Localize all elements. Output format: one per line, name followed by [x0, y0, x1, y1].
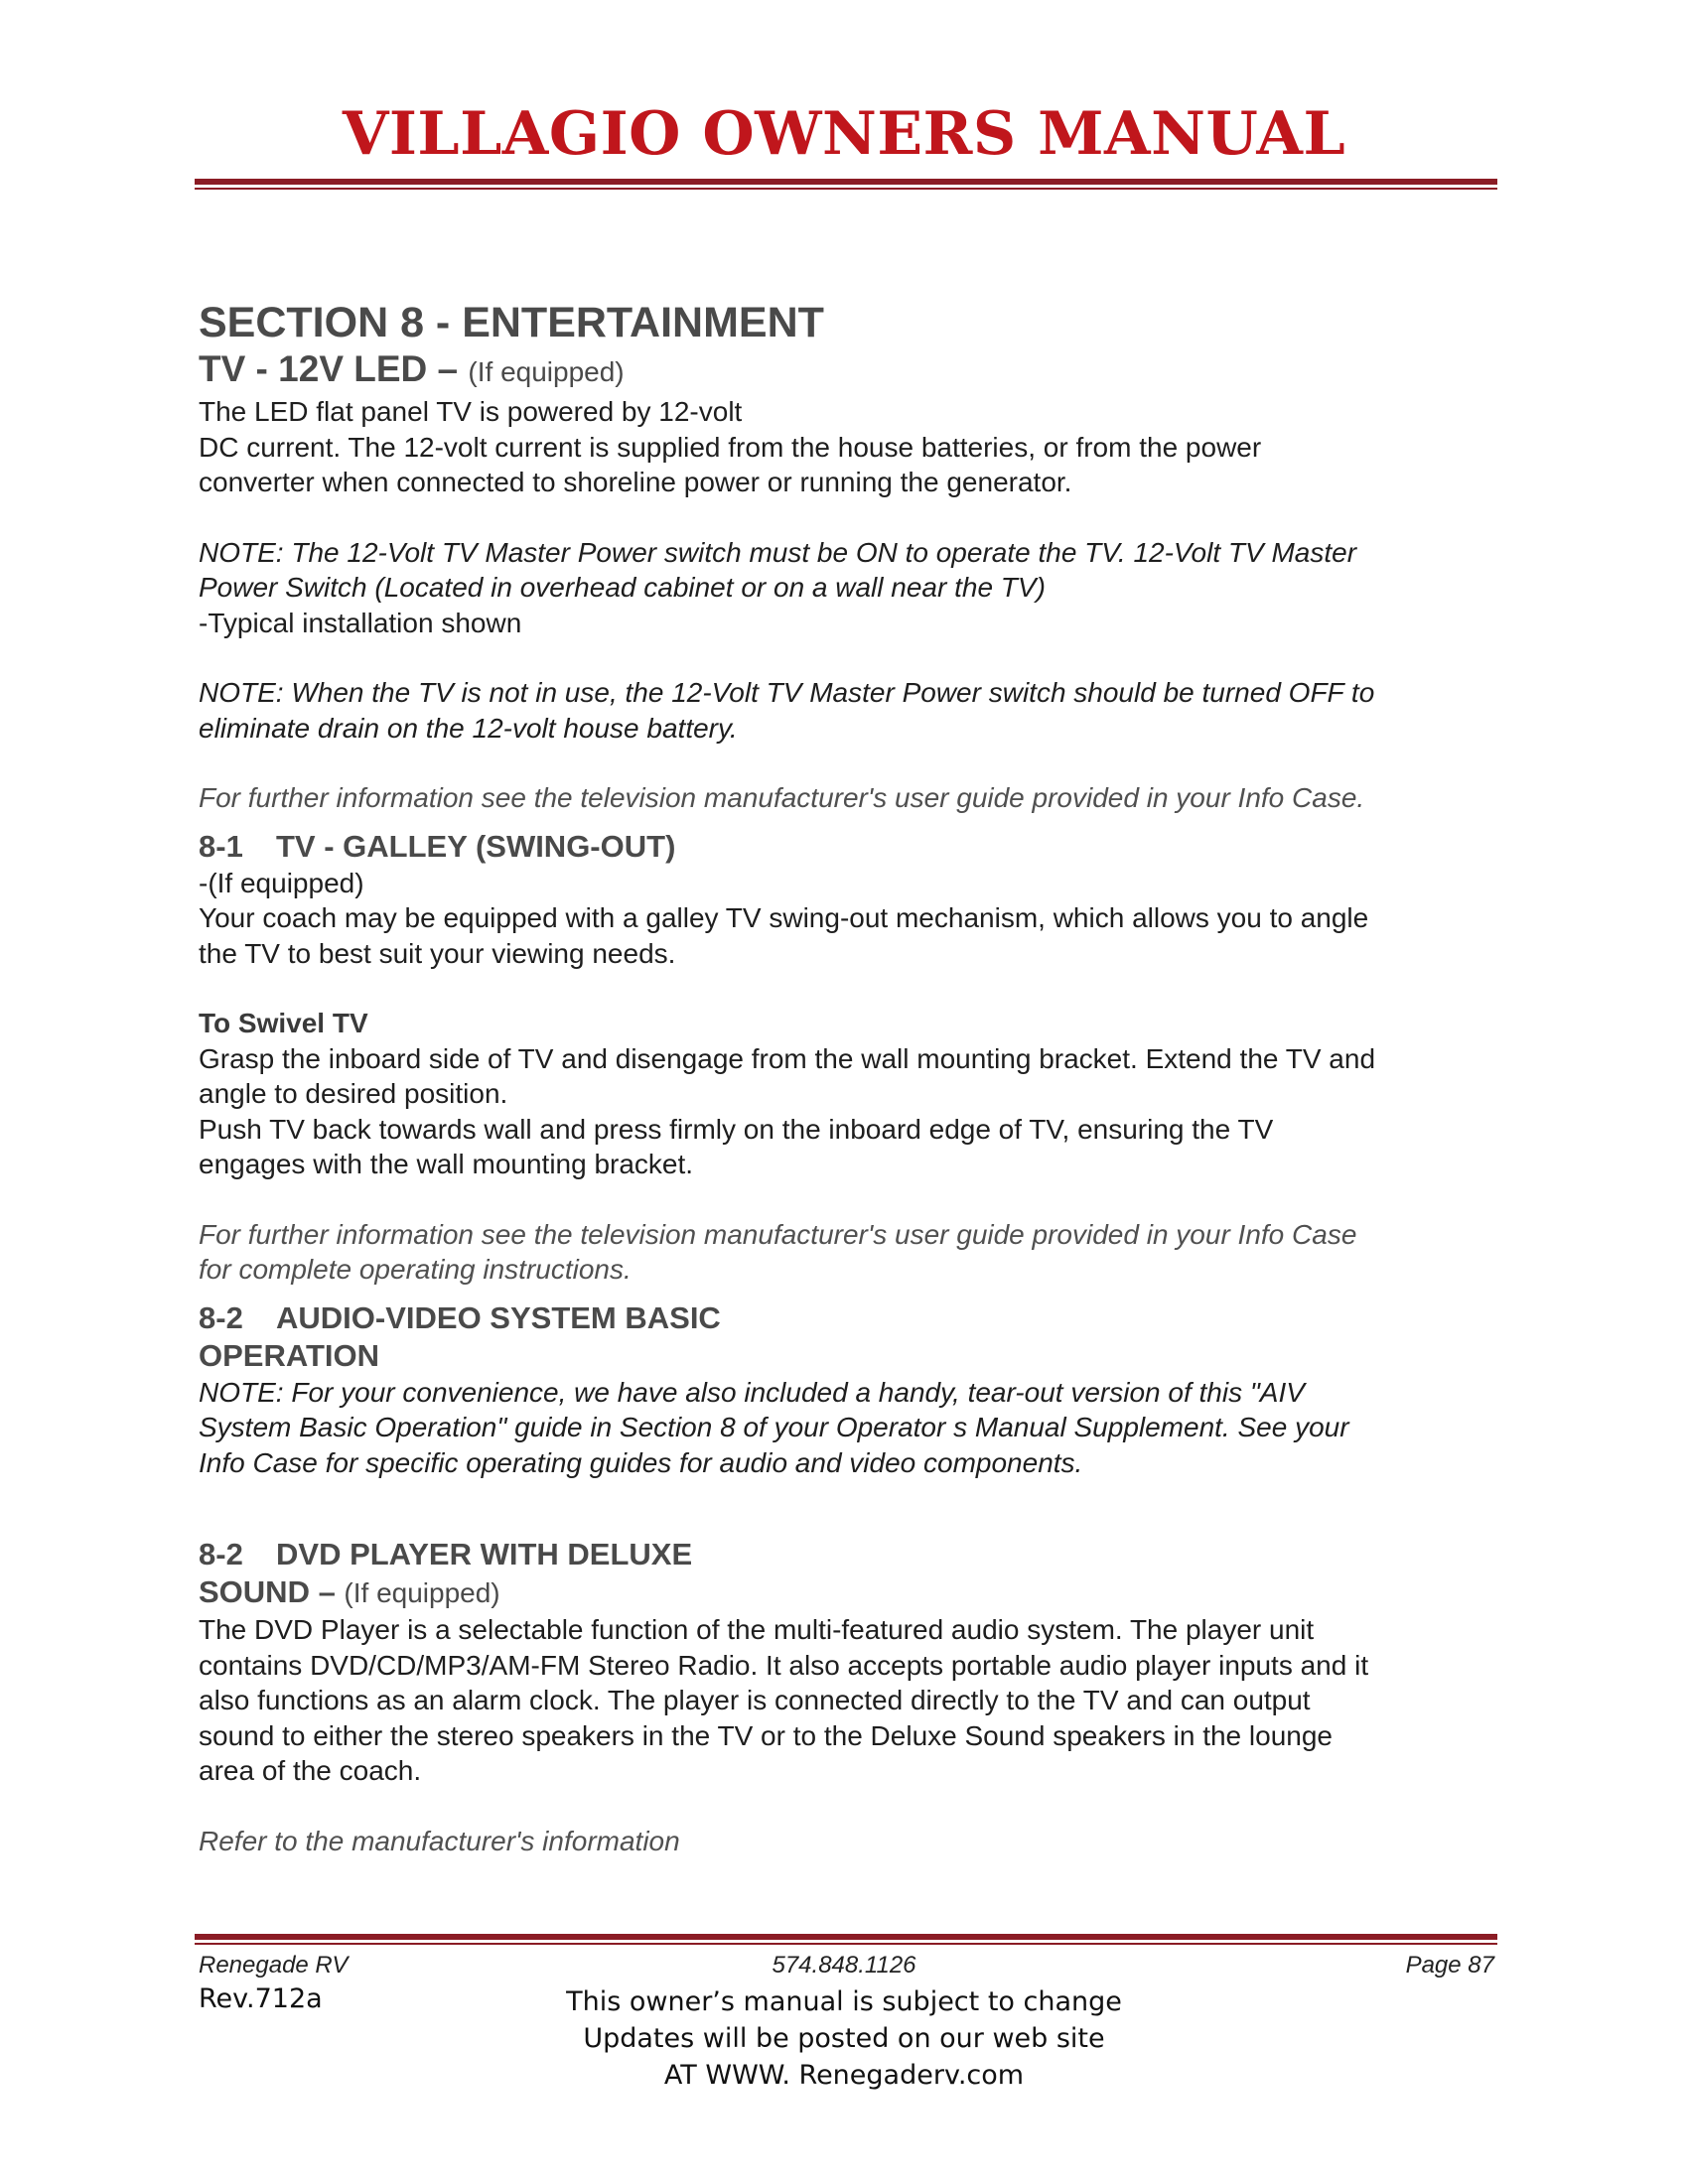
refer-note: Refer to the manufacturer's information	[199, 1825, 680, 1856]
body-line: also functions as an alarm clock. The player is connected directly to the TV and can output	[199, 1685, 1311, 1715]
note-master-switch: Power Switch (Located in overhead cabinet or on a wall near the TV)	[199, 572, 1046, 603]
av-note: System Basic Operation" guide in Section 8 of your Operator s Manual Supplement. See your	[199, 1412, 1349, 1442]
footer-revision: Rev.712a	[199, 1983, 323, 2014]
heading-text: TV - GALLEY (SWING-OUT)	[276, 828, 676, 864]
heading-number: 8-2	[199, 1537, 243, 1571]
note-master-switch: NOTE: The 12-Volt TV Master Power switch must be ON to operate the TV. 12-Volt TV Master	[199, 536, 1357, 568]
footer-page-number: Page 87	[1405, 1952, 1494, 1979]
further-info: for complete operating instructions.	[199, 1254, 632, 1285]
swivel-heading: To Swivel TV	[199, 1008, 368, 1038]
heading-8-2-av	[199, 1299, 1509, 1337]
swivel-line: Grasp the inboard side of TV and disengage from the wall mounting bracket. Extend the TV and	[199, 1042, 1376, 1074]
heading-8-1	[199, 828, 1509, 866]
swivel-line: engages with the wall mounting bracket.	[199, 1149, 694, 1179]
heading-number: 8-2	[199, 1299, 243, 1335]
heading-text-cont	[199, 1573, 1509, 1612]
body-line: contains DVD/CD/MP3/AM-FM Stereo Radio. It also accepts portable audio player inputs and it	[199, 1649, 1369, 1681]
intro-line: The LED flat panel TV is powered by 12-volt	[199, 396, 743, 427]
body-line: The DVD Player is a selectable function of the multi-featured audio system. The player unit	[199, 1614, 1315, 1645]
body-line: Your coach may be equipped with a galley TV swing-out mechanism, which allows you to angle	[199, 902, 1369, 933]
heading-text: SOUND –	[199, 1574, 345, 1609]
footer-phone: 574.848.1126	[772, 1952, 916, 1979]
note-turn-off: eliminate drain on the 12-volt house battery.	[199, 712, 738, 744]
manual-title: VILLAGIO OWNERS MANUAL	[342, 99, 1346, 169]
tv-heading-text: TV - 12V LED –	[199, 348, 469, 389]
heading-text-cont: OPERATION	[199, 1337, 379, 1373]
typical-installation: -Typical installation shown	[199, 607, 522, 638]
av-note: Info Case for specific operating guides for audio and video components.	[199, 1446, 1083, 1478]
disclaimer-line: This owner’s manual is subject to change	[566, 1986, 1122, 2017]
further-info: For further information see the television manufacturer's user guide provided in your Info Case.	[199, 782, 1365, 813]
heading-8-2-dvd	[199, 1536, 1509, 1573]
swivel-line: Push TV back towards wall and press firmly on the inboard edge of TV, ensuring the TV	[199, 1113, 1274, 1145]
page-content	[199, 298, 1509, 1858]
intro-line: DC current. The 12-volt current is supplied from the house batteries, or from the power	[199, 431, 1262, 463]
tv-heading-note: (If equipped)	[468, 356, 625, 387]
disclaimer-line: Updates will be posted on our web site	[583, 2023, 1105, 2054]
heading-note: (If equipped)	[344, 1577, 500, 1608]
tv-heading	[199, 347, 1509, 394]
heading-text: AUDIO-VIDEO SYSTEM BASIC	[276, 1299, 721, 1335]
footer-company: Renegade RV	[199, 1952, 349, 1979]
swivel-line: angle to desired position.	[199, 1078, 508, 1109]
av-note: NOTE: For your convenience, we have also included a handy, tear-out version of this "AIV	[199, 1376, 1305, 1408]
intro-line: converter when connected to shoreline power or running the generator.	[199, 467, 1072, 497]
footer-disclaimer	[0, 1983, 1688, 2094]
body-line: sound to either the stereo speakers in the TV or to the Deluxe Sound speakers in the lounge	[199, 1719, 1333, 1751]
body-line: the TV to best suit your viewing needs.	[199, 937, 676, 969]
body-line: area of the coach.	[199, 1755, 422, 1786]
heading-number: 8-1	[199, 828, 243, 864]
footer-rule	[195, 1934, 1497, 1946]
disclaimer-line: AT WWW. Renegaderv.com	[663, 2060, 1025, 2091]
equipped-note: -(If equipped)	[199, 867, 364, 898]
header-rule	[195, 179, 1497, 191]
note-turn-off: NOTE: When the TV is not in use, the 12-Volt TV Master Power switch should be turned OFF to	[199, 677, 1375, 708]
further-info: For further information see the television manufacturer's user guide provided in your Info Case	[199, 1218, 1357, 1250]
section-title: SECTION 8 - ENTERTAINMENT	[199, 299, 824, 346]
heading-text: DVD PLAYER WITH DELUXE	[276, 1537, 693, 1571]
